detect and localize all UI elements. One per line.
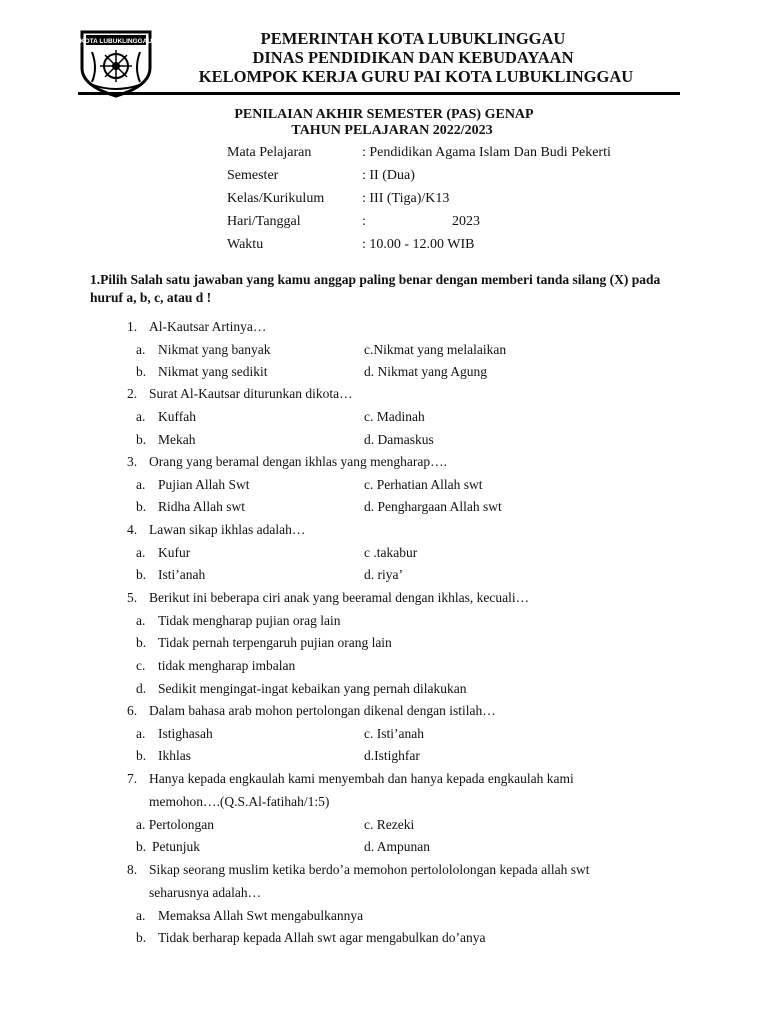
question-number: 6. xyxy=(127,703,138,718)
option-text: c. Madinah xyxy=(364,409,425,424)
option-text: Tidak berharap kepada Allah swt agar mengabulkan do’anya xyxy=(158,930,486,945)
option-text: d. Penghargaan Allah swt xyxy=(364,499,502,514)
question-number: 4. xyxy=(127,522,138,537)
option-text: Mekah xyxy=(158,432,196,447)
option-letter: b. xyxy=(136,567,147,582)
option-letter: b. xyxy=(136,839,147,854)
info-label: Kelas/Kurikulum xyxy=(227,191,325,206)
option-text: Ridha Allah swt xyxy=(158,499,245,514)
question-number: 2. xyxy=(127,386,138,401)
option-text: Petunjuk xyxy=(152,839,201,854)
question-text: Surat Al-Kautsar diturunkan dikota… xyxy=(149,386,353,401)
question-number: 1. xyxy=(127,319,138,334)
question-number: 3. xyxy=(127,454,138,469)
option-text: a. Pertolongan xyxy=(136,817,214,832)
option-text: Isti’anah xyxy=(158,567,206,582)
option-letter: a. xyxy=(136,409,146,424)
option-letter: a. xyxy=(136,342,146,357)
info-row xyxy=(227,187,707,210)
question-text: Sikap seorang muslim ketika berdo’a memohon pertolololongan kepada allah swt xyxy=(149,862,590,877)
option-letter: b. xyxy=(136,635,147,650)
option-text: d. Damaskus xyxy=(364,432,434,447)
option-letter: a. xyxy=(136,726,146,741)
info-value: : xyxy=(362,214,366,229)
option-text: Sedikit mengingat-ingat kebaikan yang pernah dilakukan xyxy=(158,681,467,696)
option-letter: c. xyxy=(136,658,146,673)
option-text: c.Nikmat yang melalaikan xyxy=(364,342,507,357)
info-value: : II (Dua) xyxy=(362,168,415,183)
info-label: Semester xyxy=(227,168,279,183)
info-row xyxy=(227,233,707,256)
option-text: Ikhlas xyxy=(158,748,191,763)
header-divider xyxy=(78,92,680,95)
info-row xyxy=(227,141,707,164)
city-logo xyxy=(78,28,154,98)
info-row xyxy=(227,164,707,187)
option-text: d. riya’ xyxy=(364,567,403,582)
option-letter: a. xyxy=(136,545,146,560)
option-text: Tidak pernah terpengaruh pujian orang lain xyxy=(158,635,392,650)
info-label: Waktu xyxy=(227,237,264,252)
option-letter: a. xyxy=(136,613,146,628)
exam-title: PENILAIAN AKHIR SEMESTER (PAS) GENAP xyxy=(234,107,534,122)
exam-year: TAHUN PELAJARAN 2022/2023 xyxy=(291,123,493,138)
option-text: Nikmat yang banyak xyxy=(158,342,271,357)
question-number: 5. xyxy=(127,590,138,605)
option-text: Kufur xyxy=(158,545,191,560)
option-text: Tidak mengharap pujian orag lain xyxy=(158,613,341,628)
question-text-continued: seharusnya adalah… xyxy=(149,885,262,900)
option-letter: b. xyxy=(136,432,147,447)
question-number: 8. xyxy=(127,862,138,877)
question-text: Lawan sikap ikhlas adalah… xyxy=(149,522,306,537)
info-label: Hari/Tanggal xyxy=(227,214,301,229)
option-text: Istighasah xyxy=(158,726,213,741)
option-text: d. Ampunan xyxy=(364,839,430,854)
option-text: d.Istighfar xyxy=(364,748,420,763)
option-letter: a. xyxy=(136,908,146,923)
option-text: tidak mengharap imbalan xyxy=(158,658,296,673)
option-letter: a. xyxy=(136,477,146,492)
header-working-group: KELOMPOK KERJA GURU PAI KOTA LUBUKLINGGAU xyxy=(198,67,634,86)
question-number: 7. xyxy=(127,771,138,786)
option-letter: b. xyxy=(136,930,147,945)
option-letter: d. xyxy=(136,681,147,696)
option-text: c. Rezeki xyxy=(364,817,415,832)
header-government: PEMERINTAH KOTA LUBUKLINGGAU xyxy=(260,29,566,48)
question-text: Hanya kepada engkaulah kami menyembah dan hanya kepada engkaulah kami xyxy=(149,771,574,786)
option-text: c. Isti’anah xyxy=(364,726,424,741)
info-value: : 10.00 - 12.00 WIB xyxy=(362,237,475,252)
header-department: DINAS PENDIDIKAN DAN KEBUDAYAAN xyxy=(252,48,574,67)
option-letter: b. xyxy=(136,748,147,763)
option-text: d. Nikmat yang Agung xyxy=(364,364,487,379)
option-text: c .takabur xyxy=(364,545,418,560)
question-text-continued: memohon….(Q.S.Al-fatihah/1:5) xyxy=(149,794,330,809)
info-value: : Pendidikan Agama Islam Dan Budi Pekerti xyxy=(362,145,611,160)
exam-info xyxy=(227,141,707,256)
question-text: Dalam bahasa arab mohon pertolongan dikenal dengan istilah… xyxy=(149,703,496,718)
info-label: Mata Pelajaran xyxy=(227,145,312,160)
info-year: 2023 xyxy=(452,214,480,229)
question-text: Al-Kautsar Artinya… xyxy=(149,319,267,334)
instruction: 1.Pilih Salah satu jawaban yang kamu anggap paling benar dengan memberi tanda silang (X) pada huruf a, b, c, atau d ! xyxy=(90,272,661,305)
option-text: Kuffah xyxy=(158,409,196,424)
option-text: Nikmat yang sedikit xyxy=(158,364,268,379)
option-letter: b. xyxy=(136,499,147,514)
info-row xyxy=(227,210,707,233)
svg-text:KOTA LUBUKLINGGAU: KOTA LUBUKLINGGAU xyxy=(79,38,153,45)
option-text: c. Perhatian Allah swt xyxy=(364,477,483,492)
info-value: : III (Tiga)/K13 xyxy=(362,191,450,206)
option-letter: b. xyxy=(136,364,147,379)
question-text: Berikut ini beberapa ciri anak yang beeramal dengan ikhlas, kecuali… xyxy=(149,590,530,605)
option-text: Memaksa Allah Swt mengabulkannya xyxy=(158,908,364,923)
question-text: Orang yang beramal dengan ikhlas yang mengharap…. xyxy=(149,454,448,469)
option-text: Pujian Allah Swt xyxy=(158,477,250,492)
